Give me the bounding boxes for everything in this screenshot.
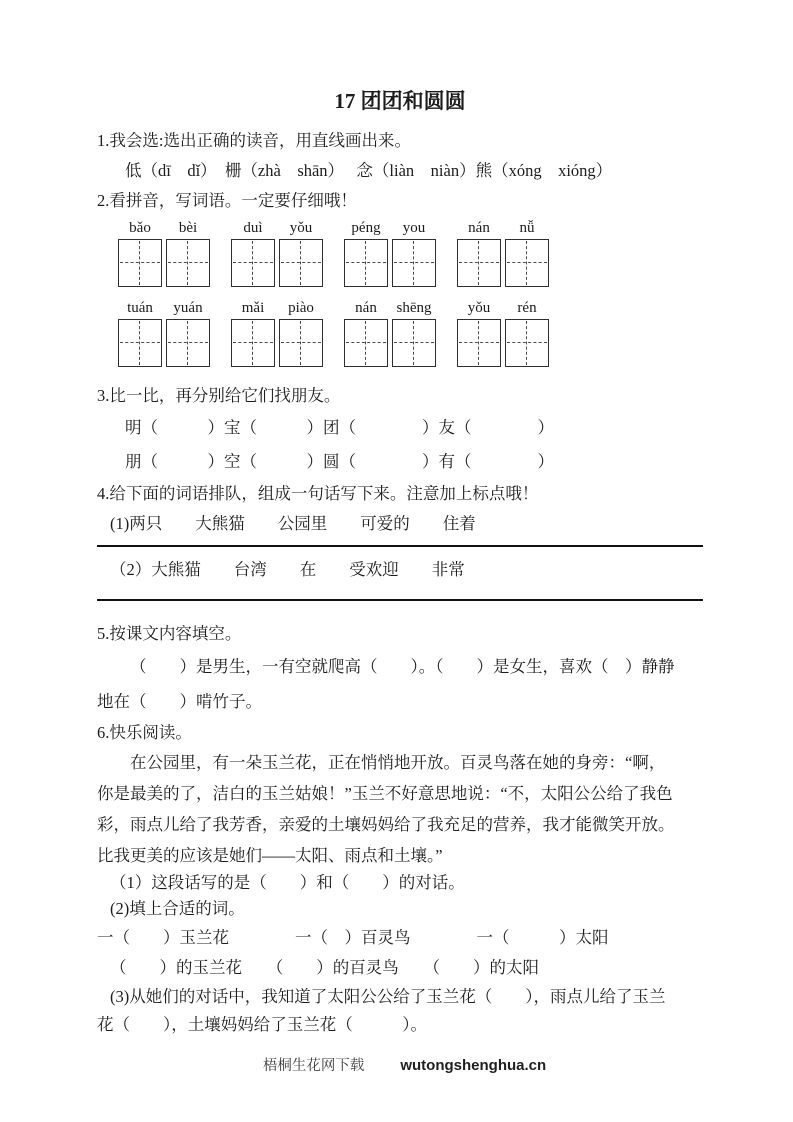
word-group [231, 218, 323, 287]
worksheet-title: 17 团团和圆圆 [334, 89, 466, 113]
tianzige-writing-box [166, 319, 210, 367]
pinyin-syllable: yuán [173, 300, 203, 316]
pinyin-syllable: piào [288, 300, 314, 316]
q1-pronunciation-options: 低（dī dǐ） 栅（zhà shān） 念（liàn niàn）熊（xóng xióng） [125, 161, 613, 180]
tianzige-writing-box [118, 319, 162, 367]
reading-passage-line-1: 在公园里，有一朵玉兰花，正在悄悄地开放。百灵鸟落在她的身旁：“啊， [130, 753, 666, 772]
q6-sub-question-3-line-2: 花（ ），土壤妈妈给了玉兰花（ ）。 [97, 1015, 427, 1034]
tianzige-writing-box [279, 239, 323, 287]
tianzige-writing-box [279, 319, 323, 367]
pinyin-syllable: mǎi [241, 300, 265, 316]
question-1-heading: 1.我会选:选出正确的读音，用直线画出来。 [97, 131, 411, 150]
question-5-heading: 5.按课文内容填空。 [97, 624, 242, 643]
q6-sub-question-1: （1）这段话写的是（ ）和（ ）的对话。 [110, 873, 465, 892]
pinyin-syllable: bèi [178, 220, 198, 236]
pinyin-syllable: tuán [127, 300, 153, 316]
pinyin-syllable: nán [355, 300, 377, 316]
word-group [457, 298, 549, 367]
pinyin-writing-row-2 [97, 298, 703, 367]
pinyin-syllable: péng [351, 220, 381, 236]
q6-fill-word-row-2: （ ）的玉兰花 （ ）的百灵鸟 （ ）的太阳 [110, 958, 539, 977]
tianzige-writing-box [505, 319, 549, 367]
word-group [344, 298, 436, 367]
q3-match-row-2: 朋（ ）空（ ）圆（ ）有（ ） [125, 452, 554, 471]
tianzige-writing-box [166, 239, 210, 287]
word-group [118, 298, 210, 367]
question-6 [97, 719, 703, 1039]
tianzige-writing-box [231, 239, 275, 287]
q6-fill-word-row-1: 一（ ）玉兰花 一（ ）百灵鸟 一（ ）太阳 [97, 928, 609, 947]
question-4 [97, 479, 703, 601]
tianzige-writing-box [344, 239, 388, 287]
word-group [344, 218, 436, 287]
pinyin-syllable: yǒu [289, 220, 313, 236]
pinyin-syllable: nán [468, 220, 490, 236]
footer-site-url: wutongshenghua.cn [400, 1057, 547, 1074]
question-2-heading: 2.看拼音，写词语。一定要仔细哦！ [97, 191, 357, 210]
pinyin-syllable: bǎo [129, 220, 151, 236]
reading-passage-line-3: 彩，雨点儿给了我芳香，亲爱的土壤妈妈给了我充足的营养，我才能微笑开放。 [97, 815, 675, 834]
pinyin-syllable: duì [243, 220, 263, 236]
pinyin-syllable: shēng [396, 300, 432, 316]
pinyin-syllable: nǚ [519, 220, 535, 236]
word-group [231, 298, 323, 367]
pinyin-writing-row-1 [97, 218, 703, 287]
footer-site-name: 梧桐生花网下载 [262, 1058, 365, 1074]
tianzige-writing-box [392, 319, 436, 367]
pinyin-syllable: yǒu [467, 300, 491, 316]
q5-fill-blank-line-2: 地在（ ）啃竹子。 [97, 692, 262, 711]
tianzige-writing-box [231, 319, 275, 367]
question-3 [97, 381, 703, 479]
tianzige-writing-box [392, 239, 436, 287]
answer-writing-line [97, 545, 703, 547]
tianzige-writing-box [457, 239, 501, 287]
answer-writing-line [97, 599, 703, 601]
question-2 [97, 186, 703, 367]
tianzige-writing-box [344, 319, 388, 367]
question-4-heading: 4.给下面的词语排队，组成一句话写下来。注意加上标点哦！ [97, 484, 539, 503]
page-footer [0, 1036, 793, 1093]
tianzige-writing-box [505, 239, 549, 287]
reading-passage-line-2: 你是最美的了，洁白的玉兰姑娘！”玉兰不好意思地说：“不，太阳公公给了我色 [97, 784, 673, 803]
word-group [118, 218, 210, 287]
question-3-heading: 3.比一比，再分别给它们找朋友。 [97, 386, 341, 405]
q4-word-list-1: (1)两只 大熊猫 公园里 可爱的 住着 [110, 514, 476, 533]
pinyin-syllable: rén [517, 300, 537, 316]
question-5 [97, 619, 703, 719]
tianzige-writing-box [118, 239, 162, 287]
question-1 [97, 126, 703, 186]
q6-sub-question-2-heading: (2)填上合适的词。 [110, 899, 245, 918]
reading-passage-line-4: 比我更美的应该是她们——太阳、雨点和土壤。” [97, 846, 443, 865]
word-group [457, 218, 549, 287]
q3-match-row-1: 明（ ）宝（ ）团（ ）友（ ） [125, 418, 554, 437]
q5-fill-blank-line-1: （ ）是男生，一有空就爬高（ ）。（ ）是女生，喜欢（ ）静静 [130, 657, 675, 676]
q4-word-list-2: （2）大熊猫 台湾 在 受欢迎 非常 [110, 560, 465, 579]
question-6-heading: 6.快乐阅读。 [97, 723, 192, 742]
pinyin-syllable: you [402, 220, 426, 236]
q6-sub-question-3-line-1: (3)从她们的对话中，我知道了太阳公公给了玉兰花（ ），雨点儿给了玉兰 [110, 987, 666, 1006]
tianzige-writing-box [457, 319, 501, 367]
